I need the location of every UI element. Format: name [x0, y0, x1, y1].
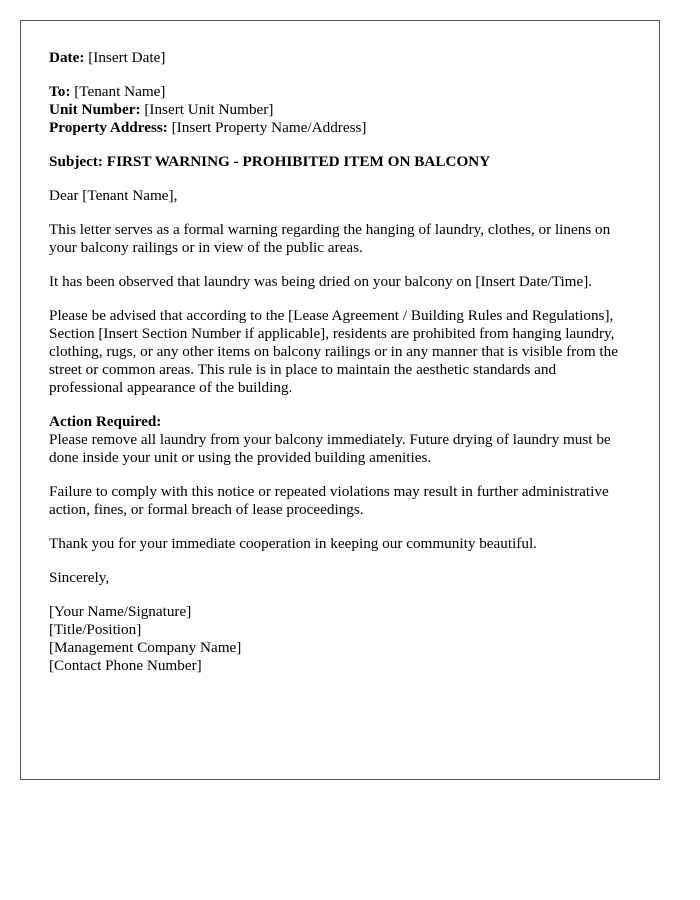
signature-block — [49, 603, 631, 675]
subject-line — [49, 153, 631, 171]
to-value: [Tenant Name] — [74, 83, 166, 100]
to-line — [49, 83, 631, 101]
signature-title: [Title/Position] — [49, 621, 142, 638]
signature-phone: [Contact Phone Number] — [49, 657, 202, 674]
paragraph-intro: This letter serves as a formal warning regarding the hanging of laundry, clothes, or linens on your balcony railings or in view of the public areas. — [49, 221, 611, 256]
date-line — [49, 49, 631, 67]
closing: Sincerely, — [49, 569, 110, 586]
action-text: Please remove all laundry from your balcony immediately. Future drying of laundry must be done inside your unit or using the provided building amenities. — [49, 431, 611, 466]
paragraph-consequences: Failure to comply with this notice or repeated violations may result in further administrative action, fines, or formal breach of lease proceedings. — [49, 483, 609, 518]
to-label: To: — [49, 83, 71, 100]
unit-label: Unit Number: — [49, 101, 141, 118]
action-required-block — [49, 413, 631, 467]
recipient-block — [49, 83, 631, 137]
action-heading: Action Required: — [49, 413, 162, 430]
subject-value: FIRST WARNING - PROHIBITED ITEM ON BALCONY — [106, 153, 491, 170]
warning-letter — [20, 20, 660, 780]
date-label: Date: — [49, 49, 85, 66]
address-label: Property Address: — [49, 119, 168, 136]
signature-company: [Management Company Name] — [49, 639, 242, 656]
address-line — [49, 119, 631, 137]
subject-label: Subject: — [49, 153, 103, 170]
greeting: Dear [Tenant Name], — [49, 187, 178, 204]
paragraph-thanks: Thank you for your immediate cooperation in keeping our community beautiful. — [49, 535, 537, 552]
date-value: [Insert Date] — [88, 49, 166, 66]
unit-line — [49, 101, 631, 119]
paragraph-rules: Please be advised that according to the [Lease Agreement / Building Rules and Regulations], Section [Insert Section Number if applicable], residents are prohibited from hanging laundry, clothing, rugs, or any other items on balcony railings or in any manner that is visible from the street or common areas. This rule is in place to maintain the aesthetic standards and professional appearance of the building. — [49, 307, 618, 396]
address-value: [Insert Property Name/Address] — [171, 119, 367, 136]
paragraph-observation: It has been observed that laundry was being dried on your balcony on [Insert Date/Time]. — [49, 273, 593, 290]
signature-name: [Your Name/Signature] — [49, 603, 192, 620]
unit-value: [Insert Unit Number] — [144, 101, 274, 118]
